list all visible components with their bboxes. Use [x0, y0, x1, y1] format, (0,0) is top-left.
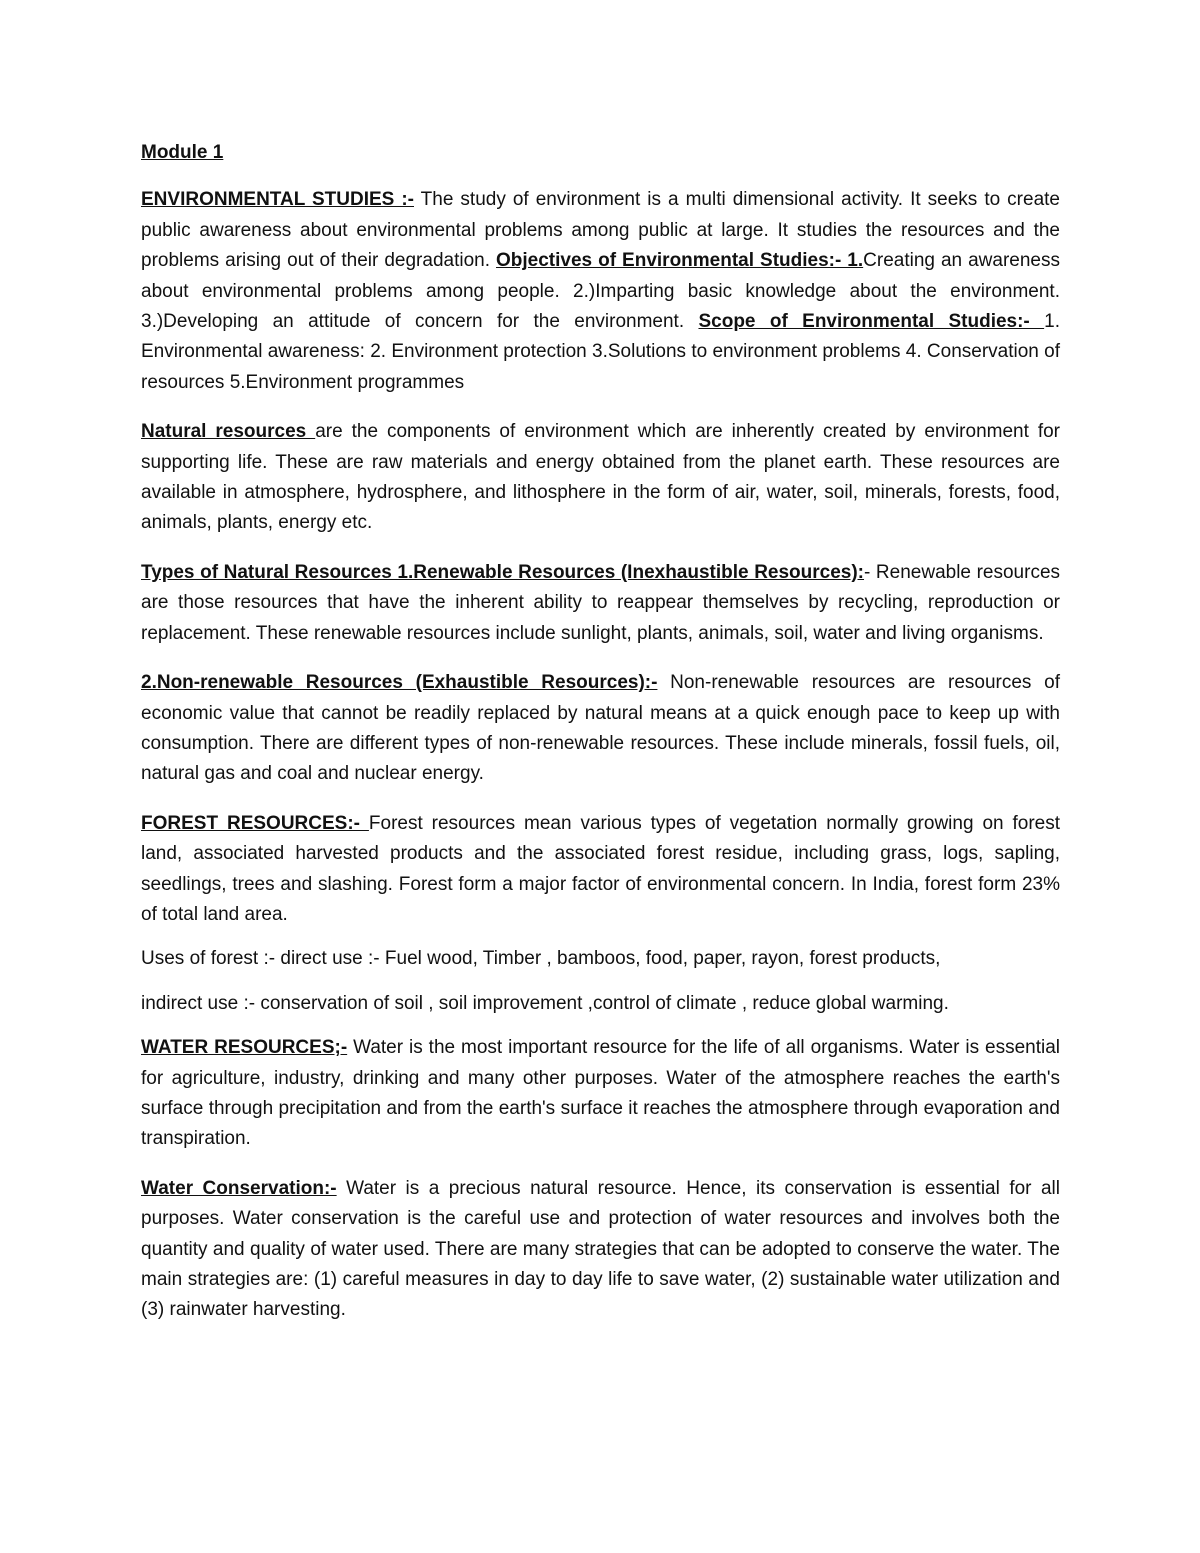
scope-heading: Scope of Environmental Studies:- — [698, 311, 1045, 333]
forest-uses: Uses of forest :- direct use :- Fuel wood, Timber , bamboos, food, paper, rayon, forest products, — [141, 948, 941, 970]
types-paragraph — [141, 558, 1060, 649]
water-conservation-paragraph — [141, 1174, 1060, 1326]
natural-resources-heading: Natural resources — [141, 421, 316, 443]
objectives-heading: Objectives of Environmental Studies:- 1. — [496, 250, 864, 272]
env-studies-heading: ENVIRONMENTAL STUDIES :- — [141, 189, 414, 211]
water-heading: WATER RESOURCES;- — [141, 1037, 348, 1059]
env-studies-paragraph — [141, 185, 1060, 398]
env-studies-text: The study of environment is a multi dimensional activity. It seeks to create public awareness about environmental problems among public at large. It studies the resources and the problems arising out of their degradation. — [141, 189, 1060, 272]
natural-resources-text: are the components of environment which are inherently created by environment for supporting life. These are raw materials and energy obtained from the planet earth. These resources are available in atmosphere, hydrosphere, and lithosphere in the form of air, water, soil, minerals, forests, food, animals, plants, energy etc. — [141, 421, 1060, 534]
non-renewable-paragraph — [141, 668, 1060, 790]
forest-heading: FOREST RESOURCES:- — [141, 812, 369, 834]
module-title: Module 1 — [141, 142, 224, 163]
scope-text: 1. Environmental awareness: 2. Environment protection 3.Solutions to environment problems 4. Conservation of resources 5.Environment programmes — [141, 311, 1060, 393]
types-text: - Renewable resources are those resources that have the inherent ability to reappear themselves by recycling, reproduction or replacement. These renewable resources include sunlight, plants, animals, soil, water and living organisms. — [141, 561, 1061, 644]
non-renewable-text: Non-renewable resources are resources of economic value that cannot be readily replaced by natural means at a quick enough pace to keep up with consumption. There are different types of non-renewable resources. These include minerals, fossil fuels, oil, natural gas and coal and nuclear energy. — [141, 672, 1060, 785]
forest-text: Forest resources mean various types of vegetation normally growing on forest land, associated harvested products and the associated forest residue, including grass, logs, sapling, seedlings, trees and slashing. Forest form a major factor of environmental concern. In India, forest form 23% of total land area. — [141, 812, 1061, 925]
water-text: Water is the most important resource for the life of all organisms. Water is essential for agriculture, industry, drinking and many other purposes. Water of the atmosphere reaches the earth's surface through precipitation and from the earth's surface it reaches the atmosphere through evaporation and transpiration. — [141, 1037, 1060, 1150]
natural-resources-paragraph — [141, 417, 1060, 539]
non-renewable-heading: 2.Non-renewable Resources (Exhaustible Resources):- — [141, 672, 658, 694]
objectives-text: Creating an awareness about environmental problems among people. 2.)Imparting basic knowledge about the environment. 3.)Developing an attitude of concern for the environment. — [141, 250, 1060, 333]
water-conservation-heading: Water Conservation:- — [141, 1177, 337, 1199]
forest-indirect-uses: indirect use :- conservation of soil , soil improvement ,control of climate , reduce global warming. — [141, 992, 949, 1014]
types-heading: Types of Natural Resources 1.Renewable Resources (Inexhaustible Resources): — [141, 561, 865, 583]
water-paragraph — [141, 1033, 1060, 1155]
document-page — [141, 138, 1060, 1326]
forest-paragraph — [141, 809, 1060, 931]
water-conservation-text: Water is a precious natural resource. Hence, its conservation is essential for all purposes. Water conservation is the careful use and protection of water resources and involves both the quantity and quality of water used. There are many strategies that can be adopted to conserve the water. The main strategies are: (1) careful measures in day to day life to save water, (2) sustainable water utilization and (3) rainwater harvesting. — [141, 1177, 1060, 1321]
